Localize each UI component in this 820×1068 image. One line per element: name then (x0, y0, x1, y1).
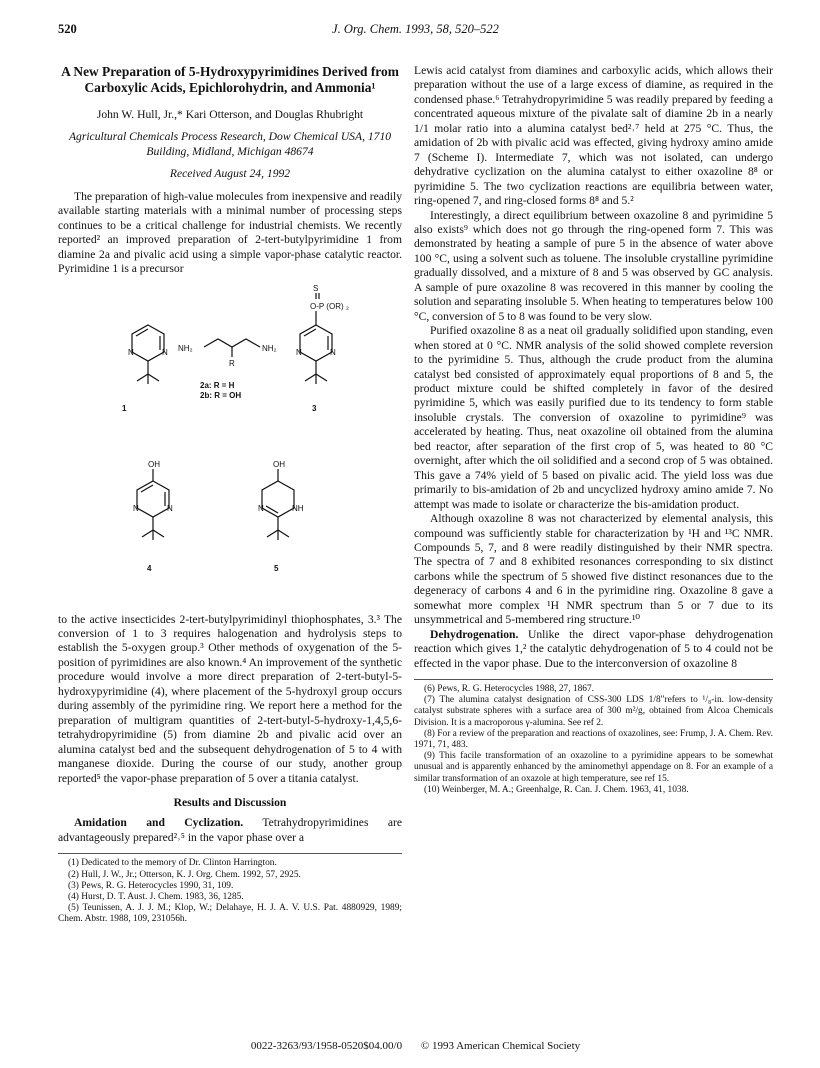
left-column (58, 64, 402, 926)
nh2-label: NH₂ (178, 343, 193, 353)
diamine-2-structure (204, 339, 260, 357)
intro-paragraph: The preparation of high-value molecules from inexpensive and readily available starting materials with a minimal number of processing steps continues to be a critical challenge for industrial chemists. We recently reported² an improved preparation of 2-tert-butylpyrimidine 1 from diamine 2a and pivalic acid using a simple vapor-phase catalytic reactor. Pyrimidine 1 is a precursor (58, 189, 402, 276)
footnote: (6) Pews, R. G. Heterocycles 1988, 27, 1867. (424, 684, 595, 695)
body-paragraph: to the active insecticides 2-tert-butylpyrimidinyl thiophosphates, 3.³ The conversion of 1 to 3 requires halogenation and hydrolysis steps to establish the 5-oxygen group.³ Other methods of oxygenation of the 5-position of pyrimidines are also known.⁴ An improvement of the synthetic procedure would involve a more direct preparation of 2-tert-butyl-5-hydroxypyrimidine (4), where placement of the 5-hydroxyl group occurs during assembly of the pyrimidine ring. We report here a method for the preparation of multigram quantities of 2-tert-butyl-5-hydroxy-1,4,5,6-tetrahydropyrimidine (5) from diamine 2b and pivalic acid over an alumina catalyst bed and the subsequent dehydrogenation of 5 to 4 with manganese dioxide. During the course of our study, another group reported⁵ the vapor-phase preparation of 5 over a titania catalyst. (58, 612, 402, 785)
footnote: (1) Dedicated to the memory of Dr. Clinton Harrington. (68, 858, 277, 869)
label-compound-4: 4 (147, 563, 152, 573)
affiliation: Agricultural Chemicals Process Research, Dow Chemical USA, 1710 Building, Midland, Michigan 48674 (68, 130, 392, 158)
body-paragraph: Interestingly, a direct equilibrium between oxazoline 8 and pyrimidine 5 also exists⁹ which does not go through the ring-opened form 7. This was demonstrated by heating a sample of pure 5 in the absence of water above 100 °C, using a solvent such as toluene. The insoluble crystalline pyrimidine gradually dissolved, and a mixture of 8 and 5 was observed by GC analysis. A sample of pure oxazoline 8 was recovered in this manner by cooling the solution and separating insoluble 5. When heating to temperatures below 100 °C, conversion of 5 to 8 was found to be very slow. (414, 208, 773, 323)
article-code: 0022-3263/93/1958-0520$04.00/0 (250, 1040, 403, 1052)
n-label: N (128, 347, 134, 357)
footnote: (9) This facile transformation of an oxazoline to a pyrimidine appears to be somewhat unusual and is apparently enhanced by the aminomethyl appendage on 8. For an example of a similar transformation of an oxazole at high temperature, see ref 15. (414, 751, 773, 784)
copyright: © 1993 American Chemical Society (420, 1040, 581, 1052)
oh-label: OH (148, 459, 160, 469)
structures-drawing (58, 281, 402, 605)
footnote: (2) Hull, J. W., Jr.; Otterson, K. J. Org. Chem. 1992, 57, 2925. (68, 869, 301, 880)
body-paragraph: Lewis acid catalyst from diamines and carboxylic acids, which allows their preparation without the use of a large excess of diamine, as required in the condensed phase.⁶ Tetrahydropyrimidine 5 was readily prepared by feeding a concentrated aqueous mixture of the pivalate salt of diamine 2b in a nearly 1/1 molar ratio into a alumina catalyst bed²˒⁷ held at 275 °C. Thus, the amidation of 2b with pivalic acid was effected, giving hydroxy amino amide 7 (Scheme I). Intermediate 7, which was not isolated, can undergo dehydrative cyclization on the alumina catalyst to either oxazoline 8⁸ or pyrimidine 5. The two cyclization reactions are equilibria between water, ring-opened 7, and ring-closed forms 8⁸ and 5.² (414, 64, 773, 208)
r-label: R (229, 358, 235, 368)
footnote: (8) For a review of the preparation and reactions of oxazolines, see: Frump, J. A. Chem. Rev. 1971, 71, 483. (414, 728, 773, 751)
oh-label: OH (273, 459, 285, 469)
structures-scheme (58, 281, 402, 605)
page-number: 520 (58, 22, 77, 36)
right-column (414, 64, 773, 796)
footnote: (3) Pews, R. G. Heterocycles 1990, 31, 109. (68, 880, 234, 891)
n-label: N (167, 503, 173, 513)
page-footer (58, 1040, 773, 1052)
dehydrogenation-text: Unlike the direct vapor-phase dehydrogenation reaction which gives 1,² the catalytic dehydrogenation of 5 to 4 could not be effected in the vapor phase. Due to the interconversion of oxazoline 8 (414, 627, 773, 670)
compound-5-structure (262, 469, 294, 540)
n-label: N (162, 347, 168, 357)
footnotes-left (58, 853, 402, 925)
n-label: N (296, 347, 302, 357)
compound-1-structure (132, 325, 164, 384)
section-heading: Results and Discussion (173, 795, 287, 809)
footnote: (4) Hurst, D. T. Aust. J. Chem. 1983, 36, 1285. (68, 891, 244, 902)
dehydrogenation-paragraph (414, 628, 773, 671)
body-paragraph: Although oxazoline 8 was not characterized by elemental analysis, this compound was sufficiently stable for characterization by ¹H and ¹³C NMR. Compounds 5, 7, and 8 were readily distinguished by their NMR spectra. The spectra of 7 and 8 exhibited resonances corresponding to six distinct carbons while the spectrum of 5 showed five distinct resonances due to the degeneracy of carbons 4 and 6 in the pyrimidine ring. Oxazoline 8 gave a somewhat more complex ¹H NMR spectrum than 5 or 7 due to its unsymmetrical and 5-membered ring structure.¹⁰ (414, 512, 773, 627)
n-label: N (133, 503, 139, 513)
authors: John W. Hull, Jr.,* Kari Otterson, and Douglas Rhubright (96, 108, 364, 121)
footnote: (7) The alumina catalyst designation of CSS-300 LDS 1/8"refers to ¹/₈-in. low-density catalyst substrate spheres with a surface area of 300 m²/g, obtained from Alcoa Chemicals Division. It is a macroporous γ-alumina. See ref 2. (414, 695, 773, 728)
body-paragraph: Purified oxazoline 8 as a neat oil gradually solidified upon standing, even when stored at 0 °C. NMR analysis of the solid showed complete reversion to the pyrimidine 5. Thus, although the crude product from the alumina catalyst bed consisted of approximately equal proportions of 8 and 5, the product mixture could be shifted completely in favor of the desired pyrimidine 5, which was easily purified due to its tendency to form stable insoluble crystals. The conversion of oxazoline to pyrimidine⁹ was accelerated by heating. Thus, neat oxazoline oil obtained from the alumina bed reactor, after separation of the first crop of 5, was heated to 80 °C overnight, after which the oil solidified and a second crop of 5 was obtained. This gave a 74% yield of 5 based on pivalic acid. The yield loss was due primarily to bis-amidation of 2b and uncyclized hydroxy amino amide 7. No attempt was made to isolate or characterize the bis-amidation product. (414, 324, 773, 511)
n-label: N (330, 347, 336, 357)
footnote: (5) Teunissen, A. J. J. M.; Klop, W.; Delahaye, H. J. A. V. U.S. Pat. 4880929, 1989; Chem. Abstr. 1988, 109, 231056h. (58, 903, 402, 925)
footnotes-right (414, 679, 773, 796)
label-2b: 2b: R = OH (200, 390, 242, 400)
amidation-paragraph (58, 816, 402, 845)
article-title: A New Preparation of 5-Hydroxypyrimidines Derived from Carboxylic Acids, Epichlorohydrin, and Ammonia¹ (61, 64, 399, 95)
run-in-heading: Dehydrogenation. (430, 627, 519, 641)
compound-4-structure (137, 469, 169, 540)
received-date: Received August 24, 1992 (169, 167, 291, 181)
label-compound-1: 1 (122, 403, 127, 413)
run-in-heading: Amidation and Cyclization. (74, 816, 244, 830)
journal-citation: J. Org. Chem. 1993, 58, 520–522 (332, 22, 499, 36)
label-2a: 2a: R = H (200, 380, 235, 390)
label-compound-3: 3 (312, 403, 317, 413)
s-label: S (313, 283, 319, 293)
n-label: N (258, 503, 264, 513)
running-header (58, 22, 773, 42)
label-compound-5: 5 (274, 563, 279, 573)
nh-label: NH (292, 503, 304, 513)
op-label: O-P (OR) ₂ (310, 301, 349, 311)
nh2-label: NH₂ (262, 343, 277, 353)
amidation-text: Tetrahydropyrimidines are advantageously prepared²˒⁵ in the vapor phase over a (58, 816, 402, 844)
footnote: (10) Weinberger, M. A.; Greenhalge, R. Can. J. Chem. 1963, 41, 1038. (424, 784, 689, 795)
